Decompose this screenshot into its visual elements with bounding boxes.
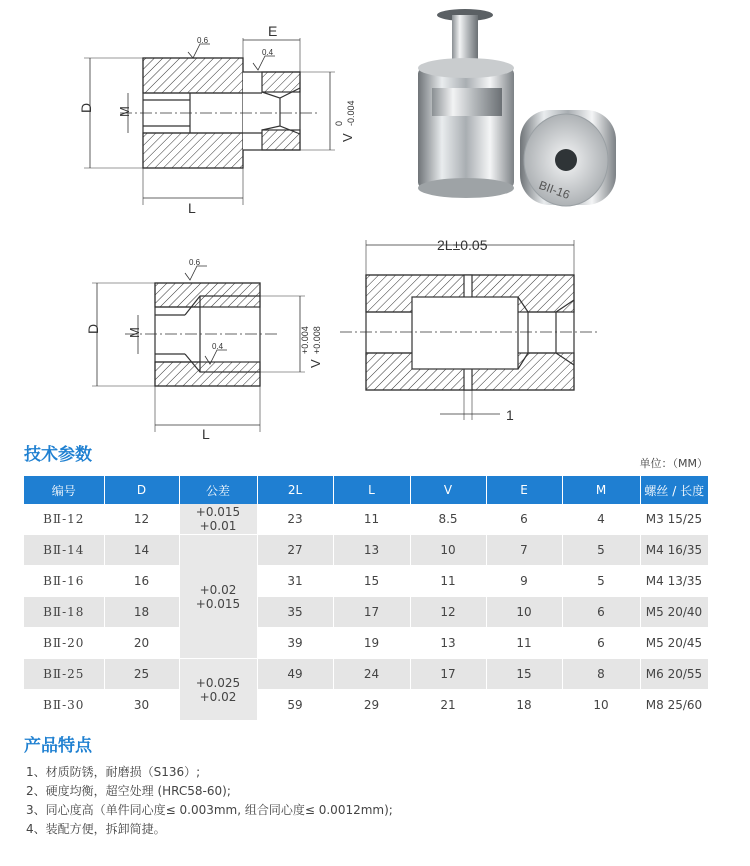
cell-tolerance (179, 659, 257, 721)
cell-E: 10 (486, 597, 562, 628)
cell-V: 8.5 (410, 504, 486, 535)
cell-V: 13 (410, 628, 486, 659)
cell-code: BⅡ-12 (24, 504, 104, 535)
header-screw-length: 螺丝 / 长度 (640, 476, 708, 504)
cell-E: 15 (486, 659, 562, 690)
drawing-bottom-right (340, 240, 600, 420)
cell-tolerance (179, 504, 257, 535)
cell-M: 5 (562, 566, 640, 597)
tol-V-top-upper: 0 (334, 120, 344, 126)
cell-V: 12 (410, 597, 486, 628)
cell-D: 14 (104, 535, 179, 566)
cell-code: BⅡ-16 (24, 566, 104, 597)
cell-E: 6 (486, 504, 562, 535)
table-row (24, 535, 708, 566)
table-row (24, 628, 708, 659)
photo-part-mark: BII-16 (536, 177, 572, 203)
label-gap: 1 (506, 407, 514, 423)
label-E-top: E (268, 23, 278, 39)
cell-V: 10 (410, 535, 486, 566)
tol-lower: +0.01 (199, 519, 237, 533)
cell-2L: 31 (257, 566, 333, 597)
table-row (24, 566, 708, 597)
cell-L: 13 (333, 535, 410, 566)
table-row (24, 504, 708, 535)
tol-V-top-lower: -0.004 (346, 100, 356, 126)
cell-E: 7 (486, 535, 562, 566)
table-row (24, 690, 708, 721)
cell-M: 5 (562, 535, 640, 566)
header-tolerance: 公差 (179, 476, 257, 504)
cell-code: BⅡ-30 (24, 690, 104, 721)
label-M-top: M (117, 106, 132, 117)
cell-M: 6 (562, 628, 640, 659)
feature-list (26, 763, 393, 839)
cell-M: 4 (562, 504, 640, 535)
cell-tolerance (179, 535, 257, 659)
cell-D: 16 (104, 566, 179, 597)
label-D-top: D (78, 102, 94, 113)
list-item: 1、材质防锈，耐磨损（S136）; (26, 765, 201, 779)
cell-D: 12 (104, 504, 179, 535)
label-D-bottom: D (85, 323, 101, 334)
label-2L: 2L±0.05 (437, 237, 488, 253)
tol-V-bottom-lower: +0.008 (312, 326, 322, 354)
cell-screw: M5 20/45 (640, 628, 708, 659)
cell-screw: M5 20/40 (640, 597, 708, 628)
list-item: 4、装配方便，拆卸简捷。 (26, 822, 166, 836)
cell-E: 9 (486, 566, 562, 597)
cell-code: BⅡ-18 (24, 597, 104, 628)
cell-M: 10 (562, 690, 640, 721)
cell-L: 19 (333, 628, 410, 659)
cell-D: 30 (104, 690, 179, 721)
cell-L: 11 (333, 504, 410, 535)
header-E: E (486, 476, 562, 504)
tol-lower: +0.015 (195, 596, 241, 611)
cell-E: 11 (486, 628, 562, 659)
roughness-bottom-1: 0.6 (189, 258, 201, 267)
header-M: M (562, 476, 640, 504)
cell-screw: M6 20/55 (640, 659, 708, 690)
label-L-bottom: L (202, 426, 210, 442)
table-row (24, 597, 708, 628)
roughness-top-1: 0.6 (197, 36, 209, 45)
cell-M: 6 (562, 597, 640, 628)
cell-M: 8 (562, 659, 640, 690)
cell-V: 11 (410, 566, 486, 597)
cell-D: 18 (104, 597, 179, 628)
cell-code: BⅡ-20 (24, 628, 104, 659)
header-L: L (333, 476, 410, 504)
list-item: 3、同心度高（单件同心度≤ 0.003mm, 组合同心度≤ 0.0012mm); (26, 803, 393, 817)
cell-code: BⅡ-14 (24, 535, 104, 566)
tol-upper: +0.015 (195, 505, 241, 519)
cell-V: 17 (410, 659, 486, 690)
header-V: V (410, 476, 486, 504)
cell-2L: 23 (257, 504, 333, 535)
roughness-bottom-2: 0.4 (212, 342, 224, 351)
drawing-top-left (84, 38, 335, 205)
cell-2L: 35 (257, 597, 333, 628)
cell-2L: 27 (257, 535, 333, 566)
cell-screw: M3 15/25 (640, 504, 708, 535)
spec-table (24, 476, 709, 721)
table-row (24, 659, 708, 690)
header-2L: 2L (257, 476, 333, 504)
label-V-top: V (340, 133, 355, 142)
cell-L: 17 (333, 597, 410, 628)
features-title: 产品特点 (24, 736, 92, 756)
cell-screw: M4 16/35 (640, 535, 708, 566)
cell-screw: M4 13/35 (640, 566, 708, 597)
cell-code: BⅡ-25 (24, 659, 104, 690)
cell-2L: 59 (257, 690, 333, 721)
cell-screw: M8 25/60 (640, 690, 708, 721)
tol-V-bottom-upper: +0.004 (300, 326, 310, 354)
label-V-bottom: V (308, 359, 323, 368)
drawing-bottom-left (92, 266, 305, 432)
cell-D: 25 (104, 659, 179, 690)
label-L-top: L (188, 200, 196, 216)
cell-L: 15 (333, 566, 410, 597)
cell-D: 20 (104, 628, 179, 659)
tech-params-title: 技术参数 (24, 445, 92, 465)
cell-V: 21 (410, 690, 486, 721)
header-code: 编号 (24, 476, 104, 504)
cell-2L: 49 (257, 659, 333, 690)
list-item: 2、硬度均衡，超空处理 (HRC58-60); (26, 784, 231, 798)
tol-lower: +0.02 (199, 689, 237, 704)
tol-upper: +0.02 (199, 582, 237, 597)
unit-label: 单位：（MM） (639, 457, 708, 470)
tol-upper: +0.025 (195, 675, 241, 690)
table-header-row (24, 476, 708, 504)
cell-L: 29 (333, 690, 410, 721)
cell-E: 18 (486, 690, 562, 721)
product-photo (418, 9, 616, 206)
cell-L: 24 (333, 659, 410, 690)
cell-2L: 39 (257, 628, 333, 659)
label-M-bottom: M (127, 327, 142, 338)
header-D: D (104, 476, 179, 504)
roughness-top-2: 0.4 (262, 48, 274, 57)
